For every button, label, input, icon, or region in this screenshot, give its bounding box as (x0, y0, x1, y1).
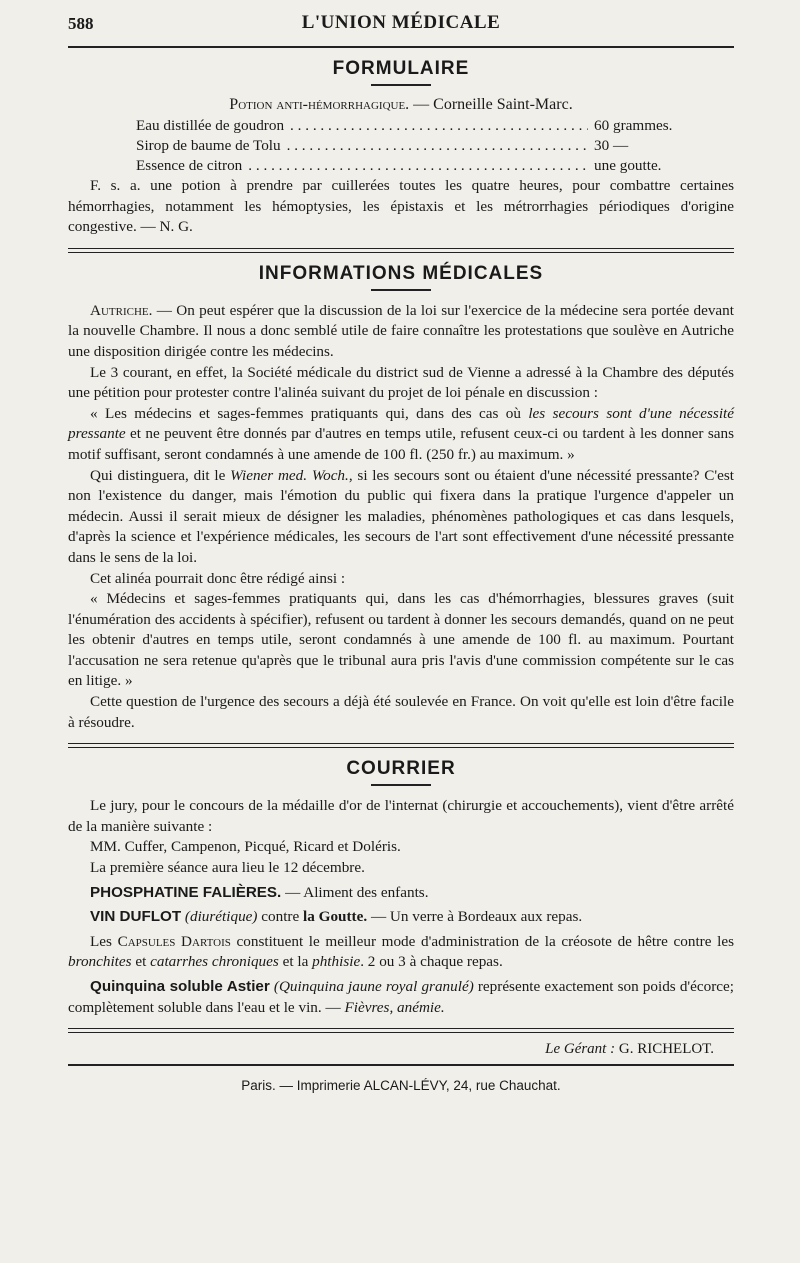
leader-dots (287, 136, 588, 156)
quoted-paragraph: « Les médecins et sages-femmes pratiquants qui, dans des cas où les secours sont d'une nécessité pressante et ne peuvent être donnés par d'autres en temps utile, refusent ceux-ci ou tardent à les donner sans motif suffisant, seront condamnés à une amende de 100 fl. (250 fr.) au maximum. » (68, 404, 734, 463)
ingredient-row (68, 156, 734, 176)
heading-underline (371, 784, 431, 786)
ad-product: PHOSPHATINE FALIÈRES. (90, 883, 282, 901)
footer-rule (68, 1064, 734, 1066)
ingredient-list (68, 116, 734, 176)
informations-heading: INFORMATIONS MÉDICALES (258, 262, 544, 284)
prescription-title (68, 96, 734, 114)
ingredient-name: Essence de citron (136, 157, 243, 174)
gerant-name: G. RICHELOT. (618, 1041, 714, 1058)
heading-underline (371, 84, 431, 86)
formulaire-section (68, 58, 734, 238)
gerant-label: Le Gérant : (545, 1041, 616, 1058)
page-number: 588 (68, 14, 94, 33)
informations-section (68, 263, 734, 733)
leader-dots (248, 156, 588, 176)
heading-underline (371, 289, 431, 291)
courrier-heading: COURRIER (346, 758, 456, 780)
courrier-section (68, 758, 734, 1018)
paragraph: Le 3 courant, en effet, la Société médicale du district sud de Vienne a adressé à la Chambre des députés une pétition pour protester contre l'alinéa suivant du projet de loi pénale en discussion : (68, 363, 734, 402)
advertisement: VIN DUFLOT (diurétique) contre la Goutte. — Un verre à Bordeaux aux repas. (90, 908, 583, 926)
ingredient-quantity: une goutte. (594, 157, 662, 174)
ad-product: Capsules Dartois (117, 932, 231, 950)
ingredient-row (68, 116, 734, 136)
prescription-name: Potion anti-hémorrhagique. (229, 96, 410, 113)
running-header (68, 0, 734, 40)
paragraph: Qui distinguera, dit le Wiener med. Woch., si les secours sont ou étaient d'une nécessité pressante? C'est non l'existence du danger, mais l'émotion du public qui fixera dans la pratique l'urgence d'appeler un médecin. Aussi il serait mieux de désigner les maladies, phénomènes pathologiques et cas dans lesquels, d'après la science et l'expérience médicales, les secours de l'art sont effectivement d'une nécessité pressante dans le sens de la loi. (68, 466, 734, 566)
paragraph: Cet alinéa pourrait donc être rédigé ainsi : (90, 569, 346, 587)
ingredient-row (68, 136, 734, 156)
ad-product: Quinquina soluble Astier (90, 978, 270, 995)
journal-title: L'UNION MÉDICALE (301, 12, 501, 33)
section-divider (68, 743, 734, 748)
ingredient-name: Sirop de baume de Tolu (136, 137, 281, 154)
leader-dots (290, 116, 588, 136)
prescription-author: — Corneille Saint-Marc. (413, 96, 573, 113)
prescription-directions: F. s. a. une potion à prendre par cuillerées toutes les quatre heures, pour combattre certaines hémorrhagies, notamment les hémoptysies, les épistaxis et les métrorrhagies périodiques d'origine congestive. — N. G. (68, 177, 734, 236)
paragraph: MM. Cuffer, Campenon, Picqué, Ricard et Doléris. (90, 838, 401, 856)
ingredient-name: Eau distillée de goudron (136, 117, 285, 134)
section-divider (68, 248, 734, 253)
advertisement: Quinquina soluble Astier (Quinquina jaune royal granulé) représente exactement son poids d'écorce; complètement soluble dans l'eau et le vin. — Fièvres, anémie. (68, 978, 734, 1016)
section-divider (68, 1028, 734, 1033)
quoted-paragraph: « Médecins et sages-femmes pratiquants qui, dans les cas d'hémorrhagies, blessures graves (suit l'énumération des accidents à spécifier), refusent ou tardent à donner les secours demandés, quand on ne peut les obtenir d'autres en temps utile, seront condamnés à une amende de 100 fl. au maximum. Pourtant l'accusation ne sera retenue qu'après que le tribunal aura pris l'avis d'une commission compétente sur le cas en litige. » (68, 590, 734, 690)
header-rule (68, 46, 734, 48)
paragraph: Cette question de l'urgence des secours a déjà été soulevée en France. On voit qu'elle est loin d'être facile à résoudre. (68, 693, 734, 731)
paragraph: La première séance aura lieu le 12 décembre. (90, 859, 365, 877)
advertisement: Les Capsules Dartois constituent le meilleur mode d'administration de la créosote de hêtre contre les bronchites et catarrhes chroniques et la phthisie. 2 ou 3 à chaque repas. (68, 932, 734, 971)
advertisement: PHOSPHATINE FALIÈRES. — Aliment des enfants. (90, 883, 429, 901)
ingredient-quantity: 30 — (594, 137, 629, 154)
ingredient-quantity: 60 grammes. (594, 117, 673, 134)
paragraph: Le jury, pour le concours de la médaille d'or de l'internat (chirurgie et accouchements), vient d'être arrêté de la manière suivante : (68, 797, 734, 835)
formulaire-heading: FORMULAIRE (332, 58, 470, 79)
country-lead: Autriche. (90, 301, 153, 319)
ad-product: VIN DUFLOT (90, 908, 182, 926)
paragraph: Autriche. — On peut espérer que la discussion de la loi sur l'exercice de la médecine sera portée devant la nouvelle Chambre. Il nous a donc semblé utile de faire connaître les protestations que soulève en Autriche une disposition dirigée contre les médecins. (68, 301, 734, 360)
gerant-signature (68, 1041, 714, 1058)
printer-imprint: Paris. — Imprimerie ALCAN-LÉVY, 24, rue Chauchat. (241, 1078, 561, 1094)
